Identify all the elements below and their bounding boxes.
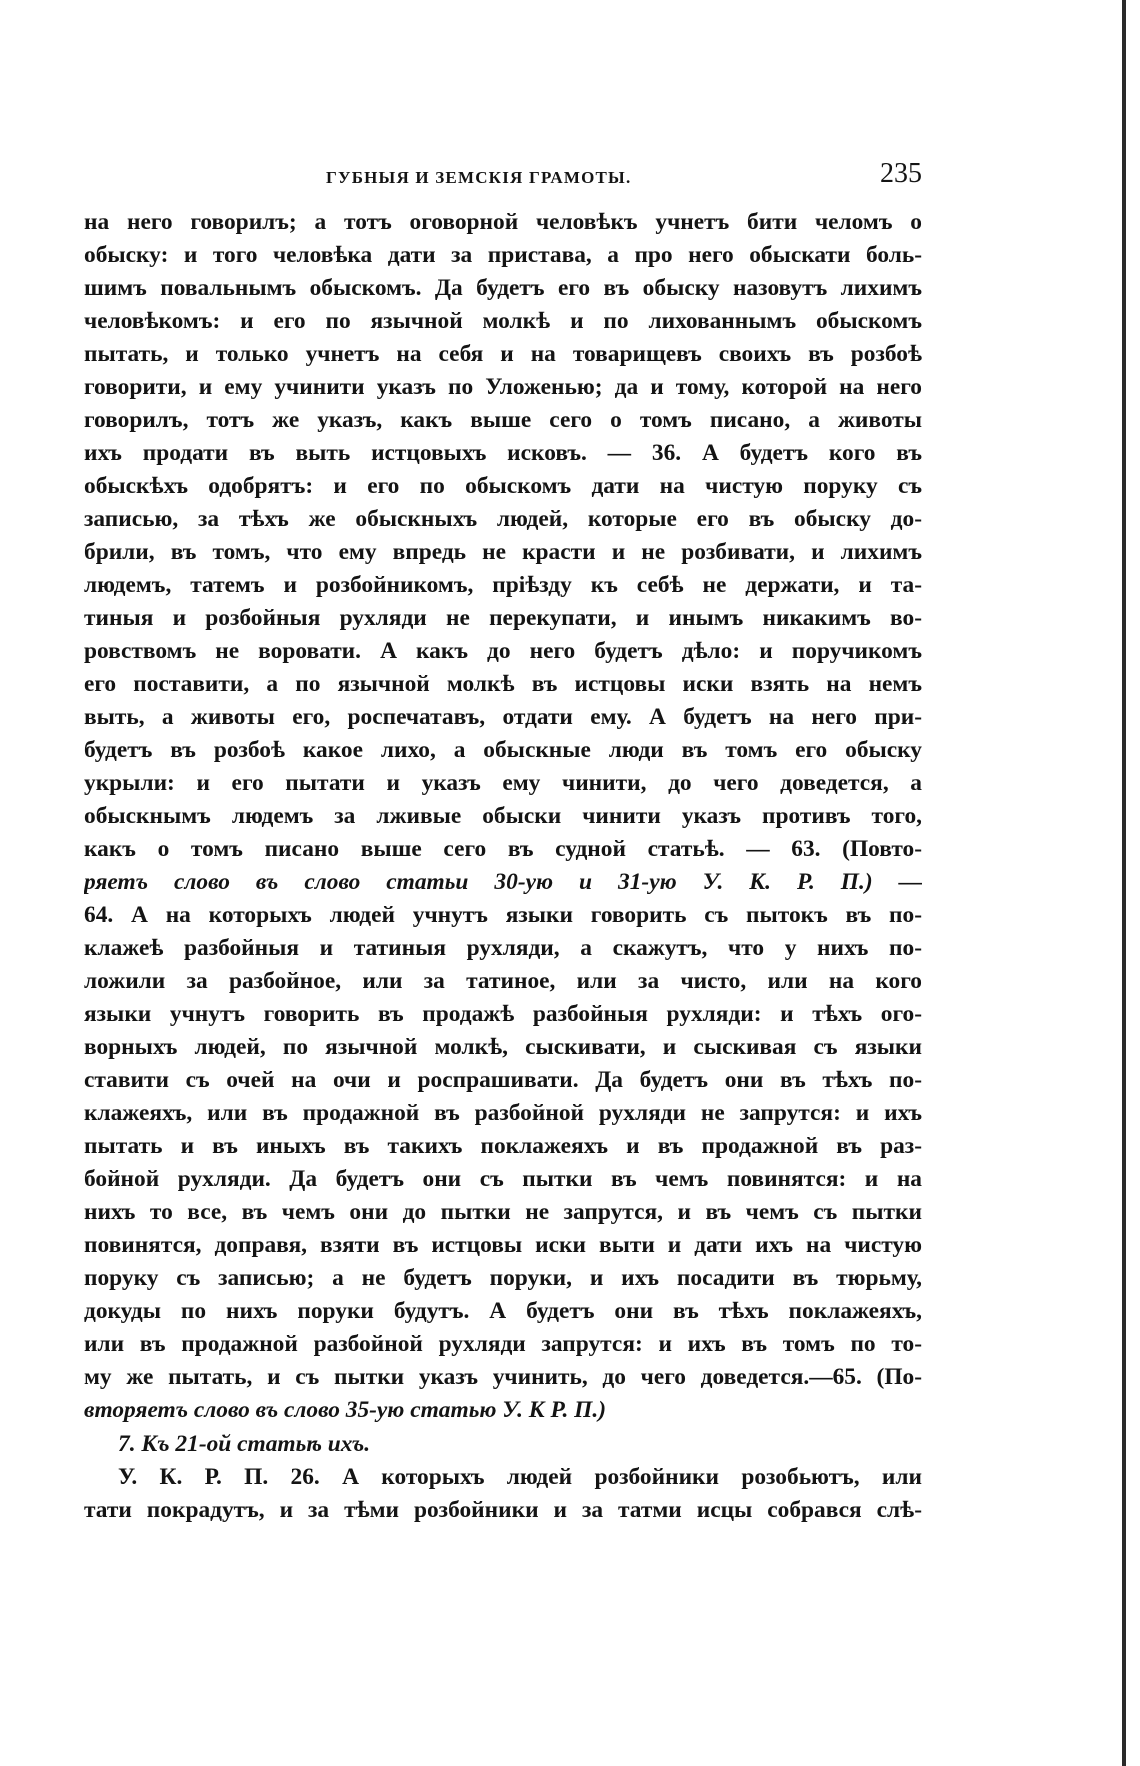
- text-line: тати покрадутъ, и за тѣми розбойники и за татми исцы собрався слѣ-: [84, 1497, 922, 1523]
- body-text: [84, 206, 922, 1527]
- text-line: вторяетъ слово въ слово 35-ую статью У. К Р. П.): [84, 1397, 606, 1423]
- text-line: какъ о томъ писано выше сего въ судной статьѣ. — 63. (Повто-: [84, 836, 922, 862]
- text-line: бойной рухляди. Да будетъ они съ пытки въ чемъ повинятся: и на: [84, 1166, 922, 1192]
- text-line: ложили за разбойное, или за татиное, или за чисто, или на кого: [84, 968, 922, 994]
- text-line: или въ продажной разбойной рухляди запрутся: и ихъ въ томъ по то-: [84, 1331, 922, 1357]
- page-number: 235: [880, 158, 922, 189]
- text-line: ряетъ слово въ слово статьи 30-ую и 31-ую У. К. Р. П.) —: [84, 869, 922, 895]
- text-line: шимъ повальнымъ обыскомъ. Да будетъ его въ обыску назовутъ лихимъ: [84, 275, 922, 301]
- text-line: му же пытать, и съ пытки указъ учинить, до чего доведется.—65. (По-: [84, 1364, 922, 1390]
- text-line: выть, а животы его, роспечатавъ, отдати ему. А будетъ на него при-: [84, 704, 922, 730]
- text-line: ворныхъ людей, по язычной молкѣ, сыскивати, и сыскивая съ языки: [84, 1034, 922, 1060]
- text-line: повинятся, доправя, взяти въ истцовы иски выти и дати ихъ на чистую: [84, 1232, 922, 1258]
- section-heading: 7. Къ 21-ой статьѣ ихъ.: [118, 1431, 371, 1457]
- text-line: говорилъ, тотъ же указъ, какъ выше сего о томъ писано, а животы: [84, 407, 922, 433]
- text-line: нихъ то все, въ чемъ они до пытки не запрутся, и въ чемъ съ пытки: [84, 1199, 922, 1225]
- text-line: пытать, и только учнетъ на себя и на товарищевъ своихъ въ розбоѣ: [84, 341, 922, 367]
- text-line: поруку съ записью; а не будетъ поруки, и ихъ посадити въ тюрьму,: [84, 1265, 922, 1291]
- text-line: клажеѣ разбойныя и татиныя рухляди, а скажутъ, что у нихъ по-: [84, 935, 922, 961]
- text-line: записью, за тѣхъ же обыскныхъ людей, которые его въ обыску до-: [84, 506, 922, 532]
- text-line: тиныя и розбойныя рухляди не перекупати, и инымъ никакимъ во-: [84, 605, 922, 631]
- text-line: 64. А на которыхъ людей учнутъ языки говорить съ пытокъ въ по-: [84, 902, 922, 928]
- text-line: пытать и въ иныхъ въ такихъ поклажеяхъ и въ продажной въ раз-: [84, 1133, 922, 1159]
- text-line: людемъ, татемъ и розбойникомъ, пріѣзду къ себѣ не держати, и та-: [84, 572, 922, 598]
- text-line: человѣкомъ: и его по язычной молкѣ и по лихованнымъ обыскомъ: [84, 308, 922, 334]
- text-line: обыску: и того человѣка дати за пристава, а про него обыскати боль-: [84, 242, 922, 268]
- page-edge-line: [1122, 0, 1126, 1766]
- text-line: укрыли: и его пытати и указъ ему чинити, до чего доведется, а: [84, 770, 922, 796]
- text-line: обыскнымъ людемъ за лживые обыски чинити указъ противъ того,: [84, 803, 922, 829]
- text-line: на него говорилъ; а тотъ оговорной человѣкъ учнетъ бити челомъ о: [84, 209, 922, 235]
- text-line: ставити съ очей на очи и роспрашивати. Да будетъ они въ тѣхъ по-: [84, 1067, 922, 1093]
- text-line: ровствомъ не воровати. А какъ до него будетъ дѣло: и поручикомъ: [84, 638, 922, 664]
- text-line: брили, въ томъ, что ему впредь не красти и не розбивати, и лихимъ: [84, 539, 922, 565]
- text-line: У. К. Р. П. 26. А которыхъ людей розбойники розобьютъ, или: [118, 1464, 922, 1490]
- text-line: его поставити, а по язычной молкѣ въ истцовы иски взять на немъ: [84, 671, 922, 697]
- running-head: ГУБНЫЯ И ЗЕМСКІЯ ГРАМОТЫ.: [326, 168, 632, 187]
- text-line: языки учнутъ говорить въ продажѣ разбойныя рухляди: и тѣхъ ого-: [84, 1001, 922, 1027]
- text-line: клажеяхъ, или въ продажной въ разбойной рухляди не запрутся: и ихъ: [84, 1100, 922, 1126]
- text-line: докуды по нихъ поруки будутъ. А будетъ они въ тѣхъ поклажеяхъ,: [84, 1298, 922, 1324]
- text-line: ихъ продати въ выть истцовыхъ исковъ. — 36. А будетъ кого въ: [84, 440, 922, 466]
- book-page: [84, 158, 922, 1527]
- page-header: [84, 158, 922, 206]
- text-line: говорити, и ему учинити указъ по Уложенью; да и тому, которой на него: [84, 374, 922, 400]
- text-line: будетъ въ розбоѣ какое лихо, а обыскные люди въ томъ его обыску: [84, 737, 922, 763]
- text-line: обыскѣхъ одобрятъ: и его по обыскомъ дати на чистую поруку съ: [84, 473, 922, 499]
